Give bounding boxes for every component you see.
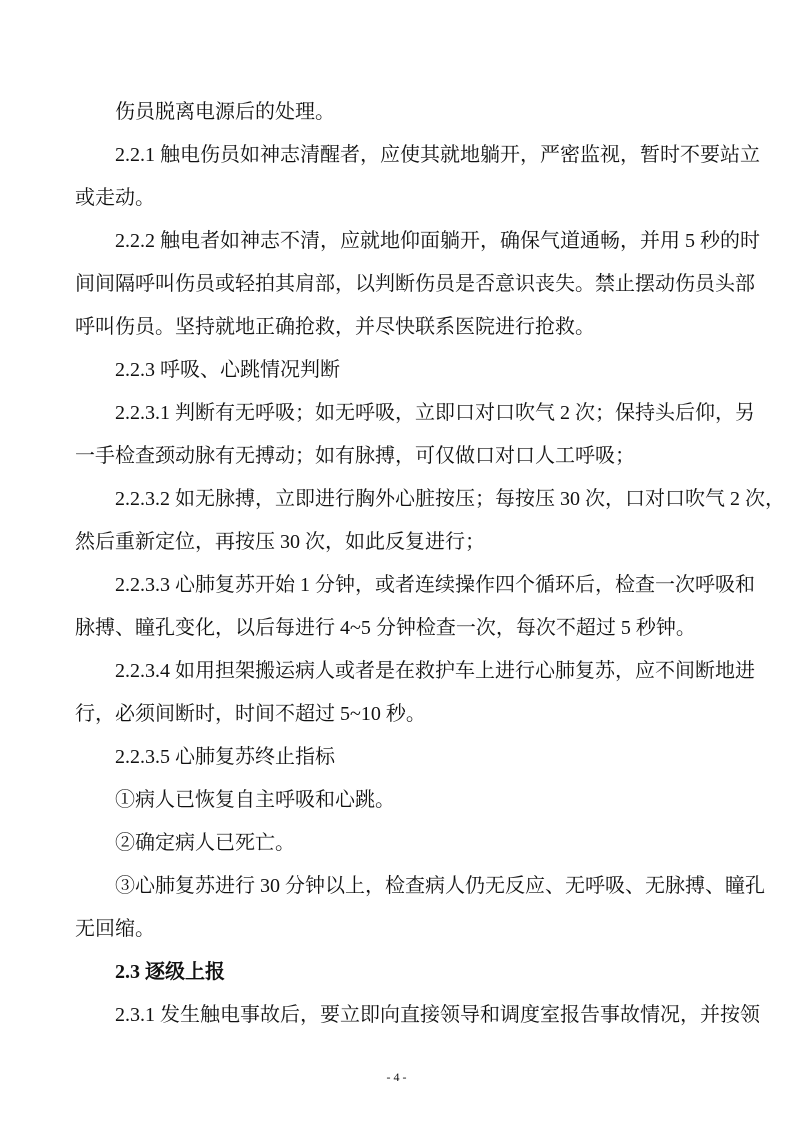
- text-line: 2.2.3.5 心肺复苏终止指标: [115, 746, 335, 768]
- heading-2-2-3-5: [75, 736, 724, 779]
- text-line: 2.2.2 触电者如神志不清，应就地仰面躺开，确保气道通畅，并用 5 秒的时: [115, 230, 760, 252]
- list-item: [75, 822, 724, 865]
- text-line: ①病人已恢复自主呼吸和心跳。: [115, 789, 395, 811]
- text-line: 然后重新定位，再按压 30 次，如此反复进行；: [75, 531, 485, 553]
- heading-2-2-3: [75, 349, 724, 392]
- text-line: 呼叫伤员。坚持就地正确抢救，并尽快联系医院进行抢救。: [75, 316, 595, 338]
- paragraph-2-2-1: [75, 134, 760, 220]
- list-item: [75, 865, 765, 951]
- paragraph-2-2-2: [75, 220, 760, 349]
- text-line: ③心肺复苏进行 30 分钟以上，检查病人仍无反应、无呼吸、无脉搏、瞳孔: [115, 875, 765, 897]
- text-line: 一手检查颈动脉有无搏动；如有脉搏，可仅做口对口人工呼吸；: [75, 445, 635, 467]
- list-item: [75, 779, 724, 822]
- section-heading-2-3: [75, 951, 724, 994]
- text-line: 脉搏、瞳孔变化，以后每进行 4~5 分钟检查一次，每次不超过 5 秒钟。: [75, 617, 696, 639]
- text-line: 2.2.3.1 判断有无呼吸；如无呼吸，立即口对口吹气 2 次；保持头后仰，另: [115, 402, 755, 424]
- text-line: 2.2.3 呼吸、心跳情况判断: [115, 359, 340, 381]
- text-line: 或走动。: [75, 187, 155, 209]
- text-line: ②确定病人已死亡。: [115, 832, 295, 854]
- text-line: 间间隔呼叫伤员或轻拍其肩部，以判断伤员是否意识丧失。禁止摆动伤员头部: [75, 273, 755, 295]
- text-line: 2.2.3.3 心肺复苏开始 1 分钟，或者连续操作四个循环后，检查一次呼吸和: [115, 574, 755, 596]
- text-line: 行，必须间断时，时间不超过 5~10 秒。: [75, 703, 426, 725]
- paragraph-2-2-3-3: [75, 564, 755, 650]
- text-line: 无回缩。: [75, 918, 155, 940]
- paragraph-2-2-3-1: [75, 392, 755, 478]
- paragraph: [75, 91, 724, 134]
- page-number: - 4 -: [386, 1070, 407, 1084]
- text-line: 2.3.1 发生触电事故后，要立即向直接领导和调度室报告事故情况，并按领: [115, 1004, 760, 1026]
- paragraph-2-2-3-2: [75, 478, 785, 564]
- text-line: 2.2.1 触电伤员如神志清醒者，应使其就地躺开，严密监视，暂时不要站立: [115, 144, 760, 166]
- paragraph-2-2-3-4: [75, 650, 755, 736]
- paragraph-2-3-1: [75, 994, 760, 1037]
- text-line: 伤员脱离电源后的处理。: [115, 101, 335, 123]
- text-line: 2.3 逐级上报: [115, 961, 225, 983]
- text-line: 2.2.3.4 如用担架搬运病人或者是在救护车上进行心肺复苏，应不间断地进: [115, 660, 755, 682]
- text-line: 2.2.3.2 如无脉搏，立即进行胸外心脏按压；每按压 30 次，口对口吹气 2 次，: [115, 488, 785, 510]
- document-body: [75, 91, 785, 1037]
